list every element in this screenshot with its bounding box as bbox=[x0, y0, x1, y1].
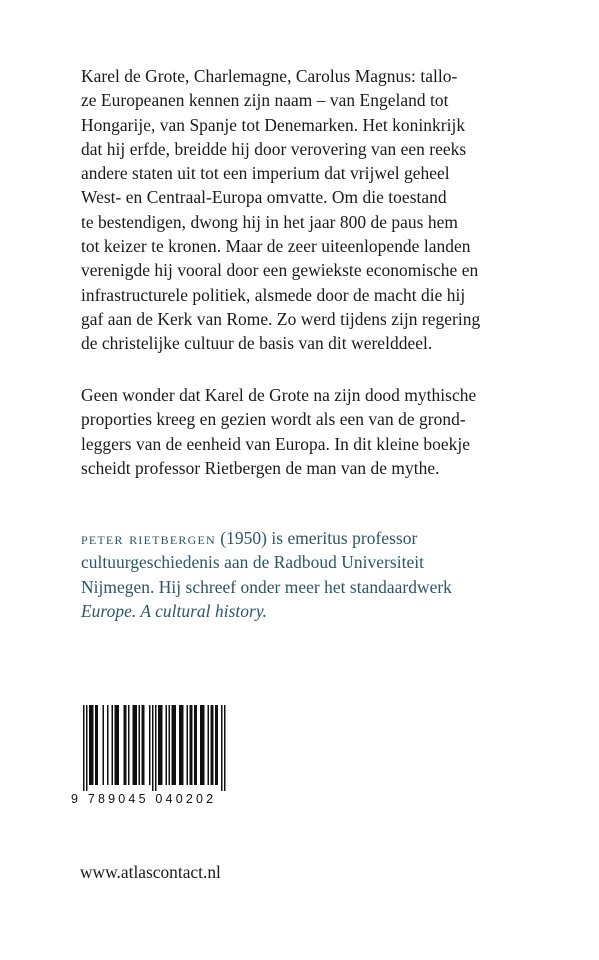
barcode-bar bbox=[203, 705, 205, 785]
barcode-bar bbox=[224, 705, 226, 791]
barcode-graphic bbox=[71, 705, 231, 793]
barcode-bar bbox=[143, 705, 145, 785]
barcode-bar bbox=[211, 705, 213, 785]
barcode-bar bbox=[103, 705, 105, 785]
text-line: West- en Centraal-Europa omvatte. Om die toestand bbox=[81, 187, 447, 208]
barcode-bar bbox=[182, 705, 184, 785]
barcode-bar bbox=[161, 705, 163, 785]
barcode-bar bbox=[116, 705, 118, 785]
barcode-bar bbox=[196, 705, 198, 785]
text-line: proporties kreeg en gezien wordt als een van de grond- bbox=[81, 409, 466, 430]
barcode-bar bbox=[152, 705, 154, 791]
barcode-bar bbox=[86, 705, 88, 791]
barcode-bar bbox=[172, 705, 174, 785]
text-line bbox=[81, 526, 452, 550]
text-line: andere staten uit tot een imperium dat vrijwel geheel bbox=[81, 163, 450, 184]
barcode-bar bbox=[95, 705, 97, 785]
barcode-bar bbox=[91, 705, 93, 785]
isbn-number: 9 789045 040202 bbox=[71, 792, 217, 806]
barcode-bar bbox=[208, 705, 210, 785]
barcode-bar bbox=[190, 705, 192, 785]
text-line: dat hij erfde, breidde hij door verovering van een reeks bbox=[81, 138, 467, 159]
summary-paragraph bbox=[81, 383, 476, 480]
barcode-bar bbox=[155, 705, 157, 791]
text-line: scheidt professor Rietbergen de man van de mythe. bbox=[81, 457, 440, 478]
barcode-bar bbox=[139, 705, 141, 785]
barcode-bar bbox=[175, 705, 177, 785]
barcode-bar bbox=[133, 705, 135, 785]
barcode-bar bbox=[115, 705, 117, 785]
text-line: te bestendigen, dwong hij in het jaar 800 de paus hem bbox=[81, 211, 458, 232]
barcode-bar bbox=[125, 705, 127, 785]
author-name: peter rietbergen bbox=[81, 528, 216, 548]
barcode-bar bbox=[187, 705, 189, 785]
barcode-bar bbox=[134, 705, 136, 785]
text-line: tot keizer te kronen. Maar de zeer uiteenlopende landen bbox=[81, 236, 471, 257]
barcode-bar bbox=[200, 705, 202, 785]
barcode-bar bbox=[202, 705, 204, 785]
barcode-bar bbox=[89, 705, 91, 785]
barcode-bar bbox=[124, 705, 126, 785]
barcode-bar bbox=[118, 705, 120, 785]
barcode-bar bbox=[107, 705, 109, 785]
book-title: Europe. A cultural history. bbox=[81, 600, 268, 621]
barcode-bar bbox=[97, 705, 99, 785]
barcode-bar bbox=[166, 705, 168, 785]
barcode-bar bbox=[179, 705, 181, 785]
text-line: infrastructurele politiek, alsmede door de macht die hij bbox=[81, 284, 466, 305]
barcode-bar bbox=[83, 705, 85, 791]
barcode-bar bbox=[169, 705, 171, 785]
text-line: de christelijke cultuur de basis van dit werelddeel. bbox=[81, 333, 433, 354]
barcode-bar bbox=[136, 705, 138, 785]
barcode-bar bbox=[160, 705, 162, 785]
barcode-bar bbox=[217, 705, 219, 785]
author-bio bbox=[81, 526, 452, 623]
barcode-bar bbox=[92, 705, 94, 785]
text-line: leggers van de eenheid van Europa. In dit kleine boekje bbox=[81, 433, 471, 454]
text-line: verenigde hij vooral door een gewiekste economische en bbox=[81, 260, 479, 281]
barcode-bar bbox=[173, 705, 175, 785]
barcode-bar bbox=[112, 705, 114, 785]
barcode-bar bbox=[149, 705, 151, 785]
text-line: Geen wonder dat Karel de Grote na zijn dood mythische bbox=[81, 385, 477, 405]
barcode-bar bbox=[194, 705, 196, 785]
isbn-barcode bbox=[71, 705, 231, 805]
text-line: Nijmegen. Hij schreef onder meer het standaardwerk bbox=[81, 576, 452, 597]
barcode-bar bbox=[142, 705, 144, 785]
publisher-website: www.atlascontact.nl bbox=[80, 862, 221, 882]
barcode-bar bbox=[181, 705, 183, 785]
intro-paragraph bbox=[81, 64, 480, 356]
author-bio-text: (1950) is emeritus professor bbox=[215, 528, 418, 548]
barcode-bar bbox=[158, 705, 160, 785]
barcode-bar bbox=[221, 705, 223, 791]
text-line: Karel de Grote, Charlemagne, Carolus Magnus: tallo- bbox=[81, 66, 458, 86]
text-line: ze Europeanen kennen zijn naam – van Engeland tot bbox=[81, 90, 449, 111]
barcode-bar bbox=[215, 705, 217, 785]
barcode-bar bbox=[191, 705, 193, 785]
text-line: Hongarije, van Spanje tot Denemarken. Het koninkrijk bbox=[81, 114, 466, 135]
text-line: cultuurgeschiedenis aan de Radboud Universiteit bbox=[81, 552, 424, 573]
barcode-bar bbox=[212, 705, 214, 785]
text-line: gaf aan de Kerk van Rome. Zo werd tijdens zijn regering bbox=[81, 308, 481, 329]
barcode-bar bbox=[128, 705, 130, 785]
